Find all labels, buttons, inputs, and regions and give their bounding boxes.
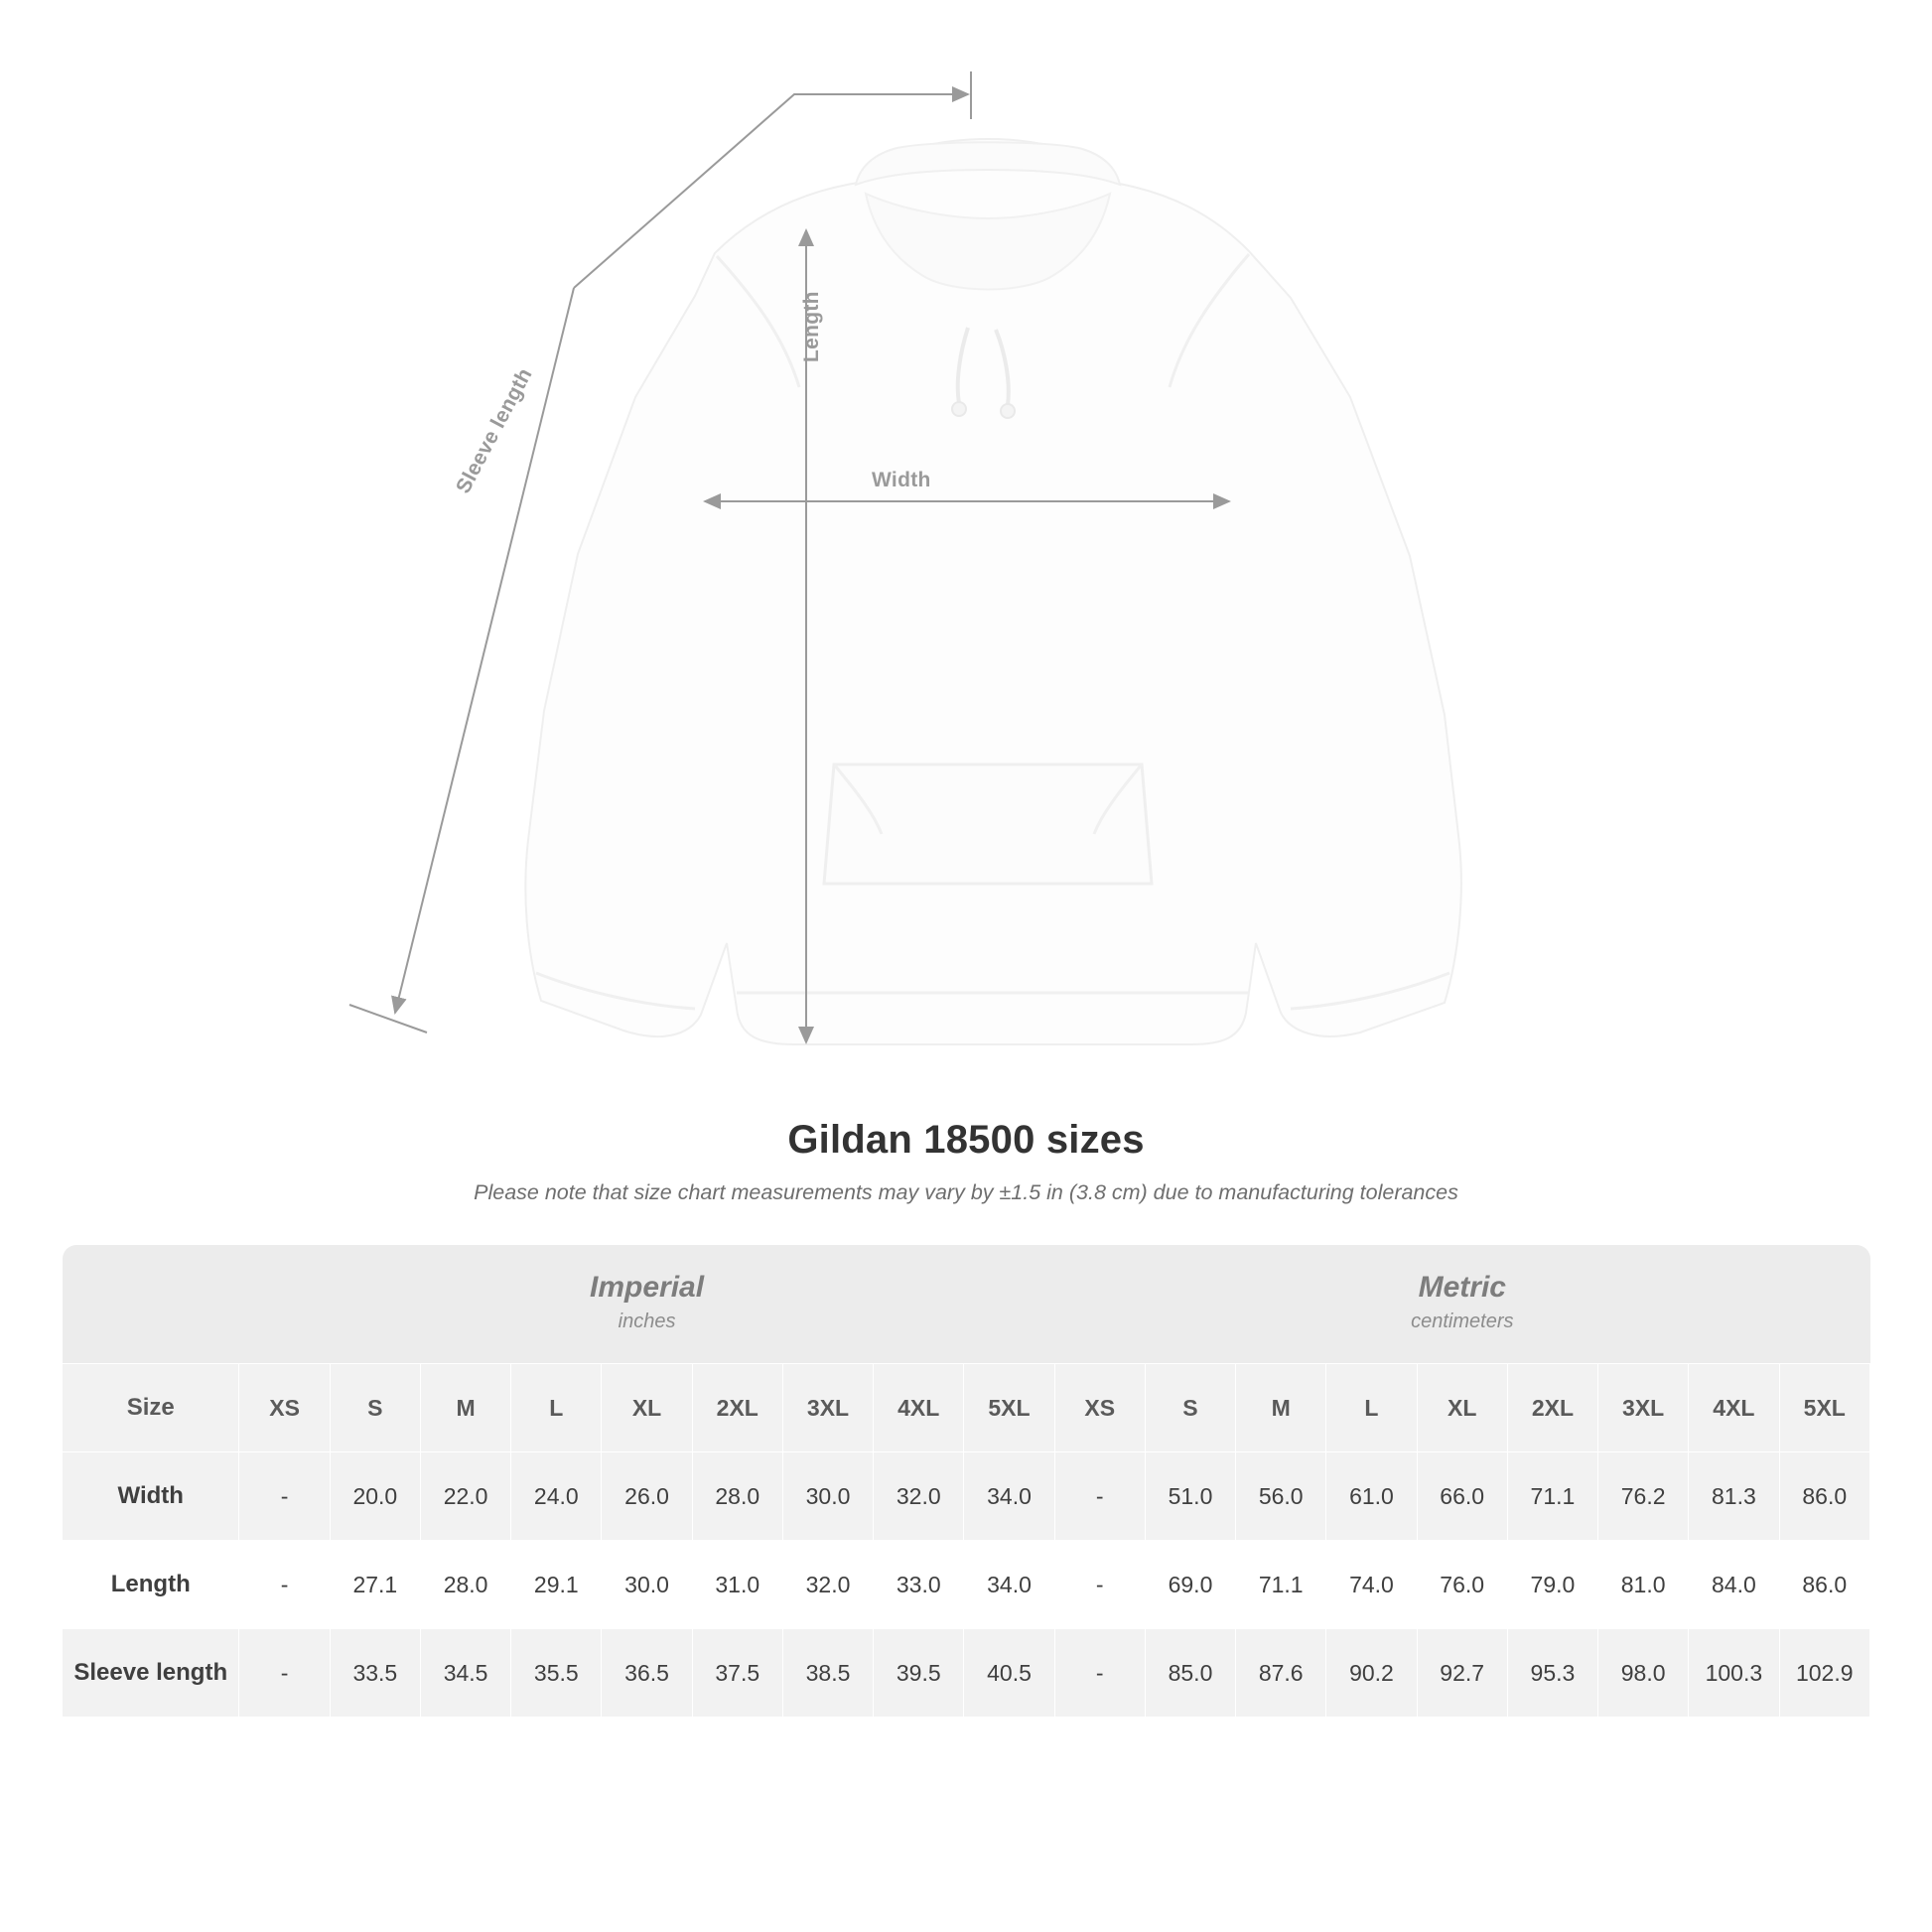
size-header-imperial-0: XS <box>239 1364 330 1452</box>
size-header-imperial-8: 5XL <box>964 1364 1054 1452</box>
cell-sleeve-imperial-2: 34.5 <box>420 1629 510 1718</box>
size-header-metric-1: S <box>1145 1364 1235 1452</box>
cell-length-metric-0: - <box>1054 1541 1145 1629</box>
metric-unit-name: Metric <box>1418 1271 1506 1304</box>
cell-sleeve-metric-0: - <box>1054 1629 1145 1718</box>
cell-length-metric-5: 79.0 <box>1507 1541 1597 1629</box>
cell-width-metric-3: 61.0 <box>1326 1452 1417 1541</box>
cell-sleeve-imperial-4: 36.5 <box>602 1629 692 1718</box>
cell-sleeve-imperial-7: 39.5 <box>874 1629 964 1718</box>
table-row <box>63 1541 1870 1629</box>
cell-width-metric-0: - <box>1054 1452 1145 1541</box>
cell-width-metric-7: 81.3 <box>1689 1452 1779 1541</box>
cell-sleeve-metric-5: 95.3 <box>1507 1629 1597 1718</box>
size-header-metric-3: L <box>1326 1364 1417 1452</box>
cell-length-imperial-8: 34.0 <box>964 1541 1054 1629</box>
size-header-metric-2: M <box>1236 1364 1326 1452</box>
metric-unit-sub: centimeters <box>1411 1311 1514 1332</box>
cell-sleeve-imperial-1: 33.5 <box>330 1629 420 1718</box>
cell-width-metric-1: 51.0 <box>1145 1452 1235 1541</box>
size-header-imperial-7: 4XL <box>874 1364 964 1452</box>
cell-length-imperial-0: - <box>239 1541 330 1629</box>
size-table-container <box>62 1245 1870 1718</box>
cell-length-metric-1: 69.0 <box>1145 1541 1235 1629</box>
cell-sleeve-imperial-3: 35.5 <box>511 1629 602 1718</box>
unit-header-row <box>63 1245 1870 1364</box>
metric-unit-cell <box>1054 1245 1869 1364</box>
width-label: Width <box>872 469 931 491</box>
unit-spacer-cell <box>63 1245 239 1364</box>
cell-length-metric-3: 74.0 <box>1326 1541 1417 1629</box>
row-label-sleeve-length: Sleeve length <box>63 1629 239 1718</box>
cell-length-metric-6: 81.0 <box>1598 1541 1689 1629</box>
row-label-length: Length <box>63 1541 239 1629</box>
cell-length-metric-4: 76.0 <box>1417 1541 1507 1629</box>
cell-sleeve-metric-8: 102.9 <box>1779 1629 1870 1718</box>
cell-width-imperial-2: 22.0 <box>420 1452 510 1541</box>
size-header-metric-0: XS <box>1054 1364 1145 1452</box>
size-header-imperial-1: S <box>330 1364 420 1452</box>
cell-sleeve-imperial-5: 37.5 <box>692 1629 782 1718</box>
cell-width-metric-8: 86.0 <box>1779 1452 1870 1541</box>
size-header-metric-5: 2XL <box>1507 1364 1597 1452</box>
table-row <box>63 1452 1870 1541</box>
size-header-metric-8: 5XL <box>1779 1364 1870 1452</box>
sleeve-start-tick <box>349 1005 427 1033</box>
cell-width-metric-4: 66.0 <box>1417 1452 1507 1541</box>
cell-length-imperial-7: 33.0 <box>874 1541 964 1629</box>
cell-width-imperial-1: 20.0 <box>330 1452 420 1541</box>
row-label-width: Width <box>63 1452 239 1541</box>
size-table <box>62 1245 1870 1718</box>
cell-sleeve-metric-3: 90.2 <box>1326 1629 1417 1718</box>
cell-width-metric-6: 76.2 <box>1598 1452 1689 1541</box>
size-header-label: Size <box>63 1364 239 1452</box>
cell-sleeve-imperial-0: - <box>239 1629 330 1718</box>
size-header-imperial-6: 3XL <box>782 1364 873 1452</box>
imperial-unit-sub: inches <box>618 1311 676 1332</box>
cell-length-imperial-6: 32.0 <box>782 1541 873 1629</box>
cell-sleeve-metric-2: 87.6 <box>1236 1629 1326 1718</box>
cell-length-imperial-2: 28.0 <box>420 1541 510 1629</box>
cell-sleeve-metric-1: 85.0 <box>1145 1629 1235 1718</box>
cell-length-metric-7: 84.0 <box>1689 1541 1779 1629</box>
page-title: Gildan 18500 sizes <box>787 1118 1145 1162</box>
hoodie-shape <box>525 139 1461 1044</box>
cell-width-imperial-5: 28.0 <box>692 1452 782 1541</box>
cell-width-imperial-6: 30.0 <box>782 1452 873 1541</box>
size-header-imperial-4: XL <box>602 1364 692 1452</box>
cell-length-imperial-1: 27.1 <box>330 1541 420 1629</box>
cell-width-imperial-8: 34.0 <box>964 1452 1054 1541</box>
tolerance-note: Please note that size chart measurements may vary by ±1.5 in (3.8 cm) due to manufacturing tolerances <box>474 1180 1458 1204</box>
cell-length-metric-8: 86.0 <box>1779 1541 1870 1629</box>
imperial-unit-cell <box>239 1245 1054 1364</box>
size-header-metric-7: 4XL <box>1689 1364 1779 1452</box>
size-header-imperial-5: 2XL <box>692 1364 782 1452</box>
size-header-metric-4: XL <box>1417 1364 1507 1452</box>
cell-width-metric-5: 71.1 <box>1507 1452 1597 1541</box>
cell-sleeve-metric-6: 98.0 <box>1598 1629 1689 1718</box>
cell-width-imperial-4: 26.0 <box>602 1452 692 1541</box>
title-block <box>0 1118 1932 1205</box>
cell-width-metric-2: 56.0 <box>1236 1452 1326 1541</box>
cell-length-metric-2: 71.1 <box>1236 1541 1326 1629</box>
cell-width-imperial-0: - <box>239 1452 330 1541</box>
cell-sleeve-metric-4: 92.7 <box>1417 1629 1507 1718</box>
length-label: Length <box>800 291 823 362</box>
table-row <box>63 1629 1870 1718</box>
size-header-row <box>63 1364 1870 1452</box>
cell-length-imperial-4: 30.0 <box>602 1541 692 1629</box>
cell-width-imperial-3: 24.0 <box>511 1452 602 1541</box>
cell-sleeve-imperial-8: 40.5 <box>964 1629 1054 1718</box>
cell-length-imperial-5: 31.0 <box>692 1541 782 1629</box>
imperial-unit-name: Imperial <box>590 1271 705 1304</box>
size-header-imperial-2: M <box>420 1364 510 1452</box>
size-header-metric-6: 3XL <box>1598 1364 1689 1452</box>
sleeve-length-label: Sleeve length <box>452 364 537 497</box>
cell-sleeve-metric-7: 100.3 <box>1689 1629 1779 1718</box>
size-header-imperial-3: L <box>511 1364 602 1452</box>
cell-length-imperial-3: 29.1 <box>511 1541 602 1629</box>
cell-width-imperial-7: 32.0 <box>874 1452 964 1541</box>
cell-sleeve-imperial-6: 38.5 <box>782 1629 873 1718</box>
